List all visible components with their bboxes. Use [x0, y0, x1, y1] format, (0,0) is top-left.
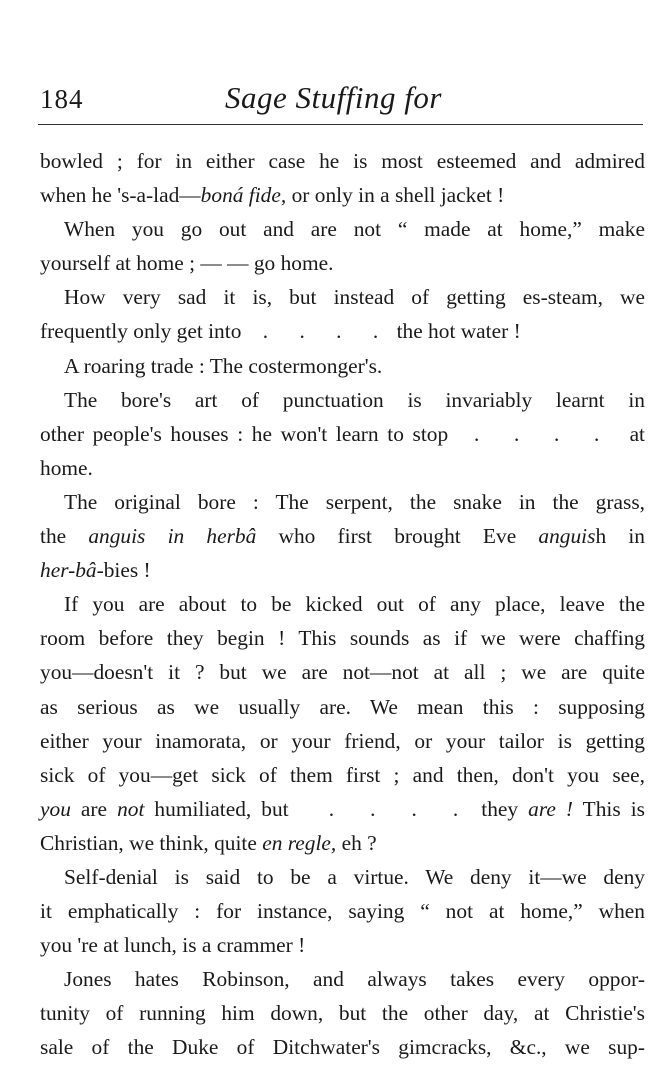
- text-line: Christian, we think, quite en regle, eh ?: [40, 830, 377, 855]
- text-line: home.: [40, 455, 93, 480]
- running-head: Sage Stuffing for: [225, 80, 442, 115]
- text-line: when he 's-a-lad—boná fide, or only in a shell jacket !: [40, 183, 505, 208]
- text-line: room before they begin ! This sounds as if we were chaffing: [40, 626, 645, 651]
- text-line: tunity of running him down, but the other day, at Christie's: [40, 1001, 645, 1026]
- text-line: frequently only get into . . . . the hot water !: [40, 319, 521, 344]
- text-line: yourself at home ; — — go home.: [40, 251, 334, 276]
- text-line: her-bâ-bies !: [40, 558, 151, 583]
- text-line: sale of the Duke of Ditchwater's gimcracks, &c., we sup-: [40, 1035, 645, 1060]
- text-line: Self-denial is said to be a virtue. We deny it—we deny: [64, 864, 645, 889]
- text-line: How very sad it is, but instead of getting es-steam, we: [64, 285, 645, 310]
- text-line: you are not humiliated, but . . . . they are ! This is: [40, 796, 645, 821]
- text-line: you—doesn't it ? but we are not—not at all ; we are quite: [40, 660, 645, 685]
- body-text: [40, 144, 645, 1065]
- text-line: A roaring trade : The costermonger's.: [64, 353, 383, 378]
- text-line: The bore's art of punctuation is invariably learnt in: [64, 387, 645, 412]
- text-line: it emphatically : for instance, saying “ not at home,” when: [40, 899, 645, 924]
- text-line: bowled ; for in either case he is most esteemed and admired: [40, 149, 645, 173]
- page-header: [40, 78, 641, 118]
- text-line: The original bore : The serpent, the snake in the grass,: [64, 489, 645, 514]
- text-line: as serious as we usually are. We mean this : supposing: [40, 694, 645, 719]
- text-line: either your inamorata, or your friend, or your tailor is getting: [40, 728, 645, 753]
- text-line: other people's houses : he won't learn to stop . . . . at: [40, 421, 645, 446]
- text-line: Jones hates Robinson, and always takes every oppor-: [64, 967, 645, 992]
- text-line: If you are about to be kicked out of any place, leave the: [64, 592, 645, 617]
- text-line: When you go out and are not “ made at home,” make: [64, 217, 645, 242]
- text-line: the anguis in herbâ who first brought Eve anguish in: [40, 524, 645, 549]
- text-line: sick of you—get sick of them first ; and then, don't you see,: [40, 762, 645, 787]
- text-line: you 're at lunch, is a crammer !: [40, 933, 306, 958]
- page-number: 184: [40, 84, 84, 114]
- header-rule: [38, 124, 643, 125]
